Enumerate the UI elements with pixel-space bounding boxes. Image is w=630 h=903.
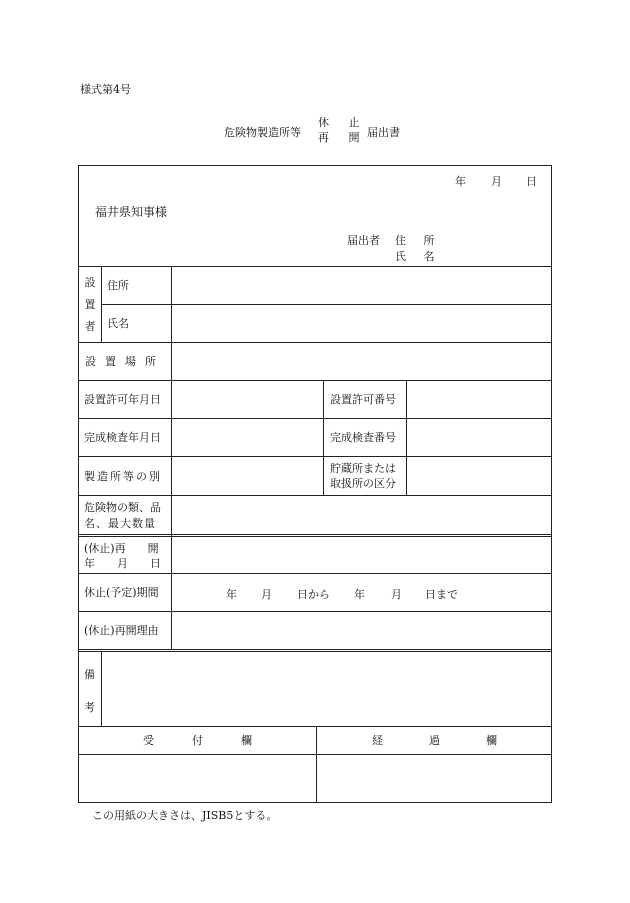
- title-choice-suspend: 休 止: [318, 116, 368, 129]
- reception-column-label: [79, 726, 316, 754]
- reception-text: 受付欄: [143, 734, 290, 747]
- completion-number-label: [330, 418, 396, 456]
- form-table: [78, 165, 552, 803]
- progress-text: 経過欄: [372, 734, 543, 747]
- period-year2: 年: [354, 588, 365, 601]
- resume-reason-text: (休止)再開理由: [84, 624, 159, 637]
- form-title-choice: [318, 115, 368, 145]
- date-day-label: 日: [526, 175, 537, 188]
- rule: [79, 651, 551, 652]
- installer-name-text: 氏名: [107, 317, 129, 330]
- storage-class-line1: 貯蔵所または: [330, 462, 396, 475]
- rule: [101, 266, 102, 342]
- resume-date-line1: (休止)再 開: [84, 542, 159, 555]
- applicant-address-label: 住 所: [395, 234, 442, 247]
- hazmat-label: [84, 500, 161, 532]
- permit-number-label: [330, 380, 396, 418]
- suspend-period-text: 休止(予定)期間: [84, 586, 159, 599]
- resume-date-label: [84, 541, 161, 571]
- storage-class-line2: 取扱所の区分: [330, 477, 396, 490]
- resume-reason-label: [84, 611, 159, 649]
- period-from: 日から: [297, 588, 330, 601]
- resume-date-line2: 年 月 日: [84, 557, 161, 570]
- period-year1: 年: [226, 588, 237, 601]
- installer-name-label: [107, 304, 165, 342]
- progress-column-label: [316, 726, 553, 754]
- installer-address-text: 住所: [107, 279, 129, 292]
- installer-group-label: 設置者: [84, 276, 96, 333]
- facility-type-text: 製造所等の別: [84, 469, 162, 483]
- permit-date-label: [84, 380, 161, 418]
- storage-class-label: [330, 461, 396, 491]
- form-number: 様式第4号: [80, 83, 131, 96]
- rule: [323, 380, 324, 495]
- completion-date-text: 完成検査年月日: [84, 431, 161, 444]
- title-choice-resume: 再 開: [318, 131, 368, 144]
- rule: [79, 649, 551, 650]
- period-until: 日まで: [425, 588, 458, 601]
- completion-date-label: [84, 418, 161, 456]
- date-month-label: 月: [491, 175, 502, 188]
- remarks-label-2: 考: [84, 701, 95, 714]
- rule: [171, 266, 172, 649]
- facility-type-label: [84, 456, 162, 495]
- permit-number-text: 設置許可番号: [330, 393, 396, 406]
- rule: [79, 495, 551, 496]
- addressee: 福井県知事様: [95, 205, 168, 219]
- hazmat-line1: 危険物の類、品: [84, 501, 161, 514]
- rule: [79, 754, 551, 755]
- remarks-label-1: 備: [84, 668, 95, 681]
- install-location-text: 設置場所: [85, 355, 165, 368]
- applicant-name-label: 氏 名: [395, 250, 442, 263]
- installer-address-label: [107, 266, 165, 304]
- paper-size-note: この用紙の大きさは、JISB5とする。: [92, 809, 278, 822]
- suspend-period-label: [84, 573, 159, 611]
- rule: [79, 534, 551, 535]
- rule: [79, 536, 551, 537]
- rule: [101, 304, 551, 305]
- period-month2: 月: [391, 588, 402, 601]
- form-title-suffix: 届出書: [367, 126, 400, 139]
- install-location-label: [85, 342, 165, 380]
- rule: [406, 380, 407, 495]
- date-year-label: 年: [455, 175, 466, 188]
- hazmat-line2: 名、最大数量: [84, 517, 156, 530]
- applicant-label: 届出者: [347, 234, 380, 247]
- form-title-prefix: 危険物製造所等: [224, 126, 301, 139]
- rule: [101, 651, 102, 726]
- period-month1: 月: [261, 588, 272, 601]
- permit-date-text: 設置許可年月日: [84, 393, 161, 406]
- completion-number-text: 完成検査番号: [330, 431, 396, 444]
